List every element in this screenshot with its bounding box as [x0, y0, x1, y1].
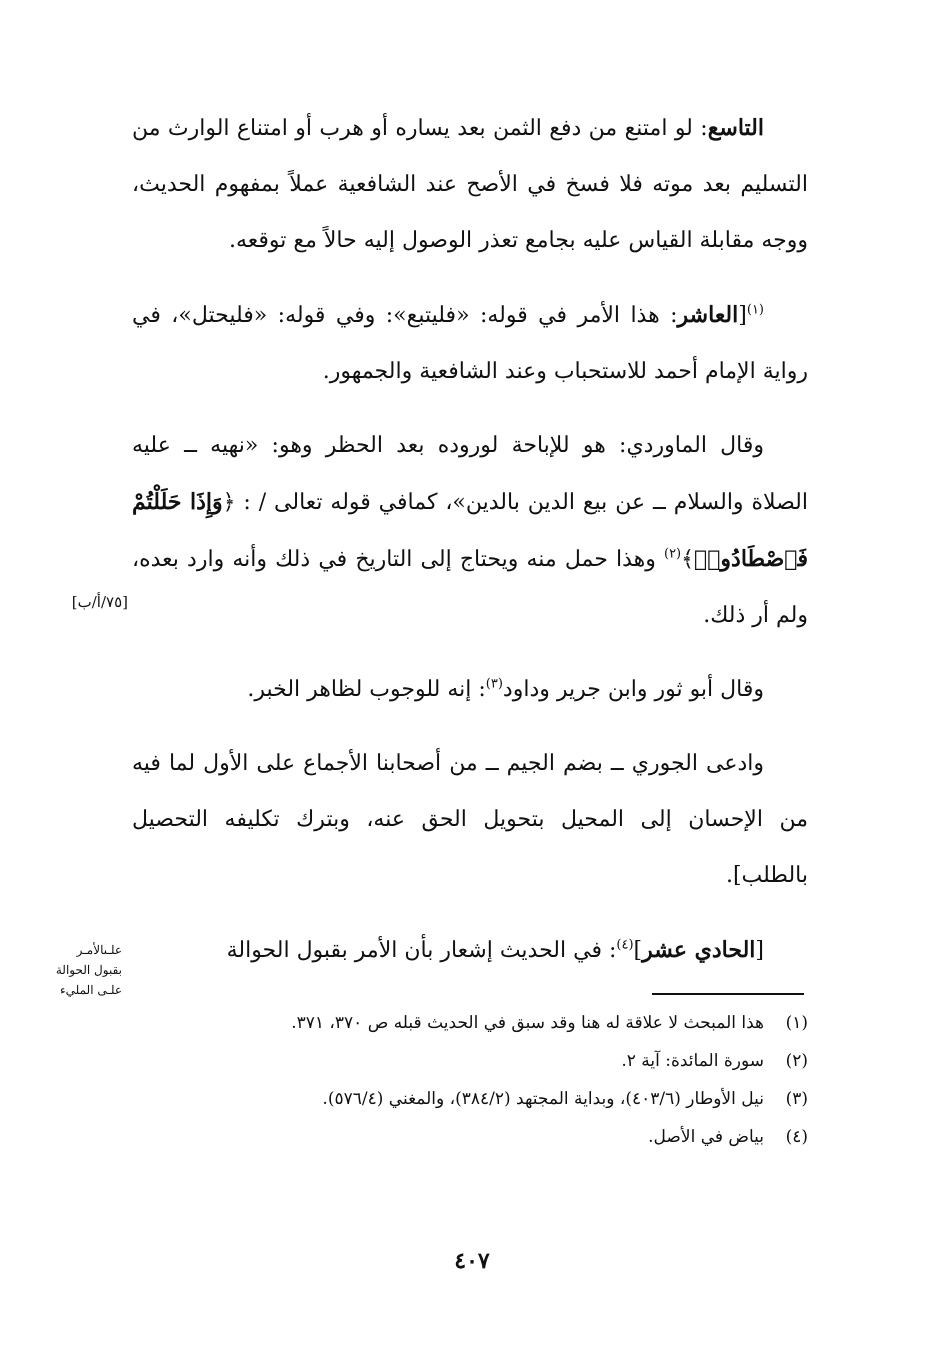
footnote-number: (٣)	[785, 1089, 808, 1109]
footnote-divider	[652, 993, 804, 995]
quran-bracket-close: ﴾	[681, 547, 695, 572]
footnote-ref[interactable]: (٢)	[663, 546, 682, 562]
footnote-number: (٢)	[785, 1051, 808, 1071]
side-heading-line: علـىالأمـر	[76, 943, 122, 957]
footnote-text: هذا المبحث لا علاقة له هنا وقد سبق في الحديث قبله ص ٣٧٠، ٣٧١.	[291, 1013, 764, 1033]
paragraph-ninth	[132, 100, 808, 269]
paragraph-text: : لو امتنع من دفع الثمن بعد يساره أو هرب أو امتناع الوارث من التسليم بعد موته فلا فسخ في الأصح عند الشافعية عملاً بمفهوم الحديث، ووجه مقابلة القياس عليه بجامع تعذر الوصول إليه حالاً مع توقعه.	[132, 116, 808, 253]
paragraph-mawardi	[132, 418, 808, 644]
footnote-ref[interactable]: (٣)	[485, 676, 503, 692]
footnote-item	[132, 1004, 808, 1042]
paragraph-text: وقال الماوردي: هو للإباحة لوروده بعد الحظر وهو: «نهيه ــ عليه الصلاة والسلام ــ عن بيع الدين بالدين»، كمافي قوله تعالى / : ﴿	[132, 433, 808, 515]
paragraph-juri	[132, 736, 808, 904]
paragraph-text: وهذا حمل منه ويحتاج إلى التاريخ في ذلك وأنه وارد بعده، ولم أر ذلك.	[132, 547, 808, 628]
page-number: ٤٠٧	[454, 1248, 490, 1274]
paragraph-text: : إنه للوجوب لظاهر الخبر.	[247, 677, 486, 702]
footnote-item	[132, 1118, 808, 1156]
footnote-ref[interactable]: (١)	[746, 302, 764, 318]
paragraph-text: وقال أبو ثور وابن جرير وداود	[502, 677, 764, 702]
footnote-text: سورة المائدة: آية ٢.	[621, 1051, 764, 1071]
bracket-open: [	[755, 938, 764, 963]
folio-marker: [٧٥/أ/ب]	[71, 593, 128, 611]
side-heading	[6, 940, 122, 1000]
side-heading-line: بقبول الحوالة	[55, 963, 122, 977]
bracket-close: ]	[633, 938, 643, 963]
footnote-item	[132, 1080, 808, 1118]
footnote-item	[132, 1042, 808, 1080]
footnote-number: (٤)	[785, 1127, 808, 1147]
footnote-text: نيل الأوطار (٤٠٣/٦)، وبداية المجتهد (٣٨٤/٢)، والمغني (٥٧٦/٤).	[322, 1089, 764, 1109]
paragraph-tenth	[132, 287, 808, 400]
paragraph-label: الحادي عشر	[642, 937, 756, 963]
footnote-ref[interactable]: (٤)	[616, 937, 634, 953]
paragraph-label: التاسع	[707, 115, 764, 141]
paragraph-text: : في الحديث إشعار بأن الأمر بقبول الحوالة	[226, 938, 617, 963]
paragraph-eleventh	[132, 922, 808, 979]
paragraph-abu-thawr	[132, 662, 808, 718]
side-heading-line: علـى المليء	[59, 983, 122, 997]
paragraph-label: العاشر	[677, 302, 739, 328]
bracket-open: [	[738, 303, 747, 328]
footnote-text: بياض في الأصل.	[648, 1127, 764, 1147]
quran-verse: وَإِذَا حَلَلْتُمْ فَٱصْطَادُوا۟	[132, 489, 808, 572]
paragraph-text: : هذا الأمر في قوله: «فليتبع»: وفي قوله: «فليحتل»، في رواية الإمام أحمد للاستحباب وعند الشافعية والجمهور.	[132, 303, 808, 384]
footnotes	[132, 1004, 808, 1156]
main-text	[132, 100, 808, 997]
paragraph-text: وادعى الجوري ــ بضم الجيم ــ من أصحابنا الأجماع على الأول لما فيه من الإحسان إلى المحيل بتحويل الحق عنه، وبترك تكليفه التحصيل بالطلب].	[132, 751, 808, 888]
footnote-number: (١)	[785, 1013, 808, 1033]
